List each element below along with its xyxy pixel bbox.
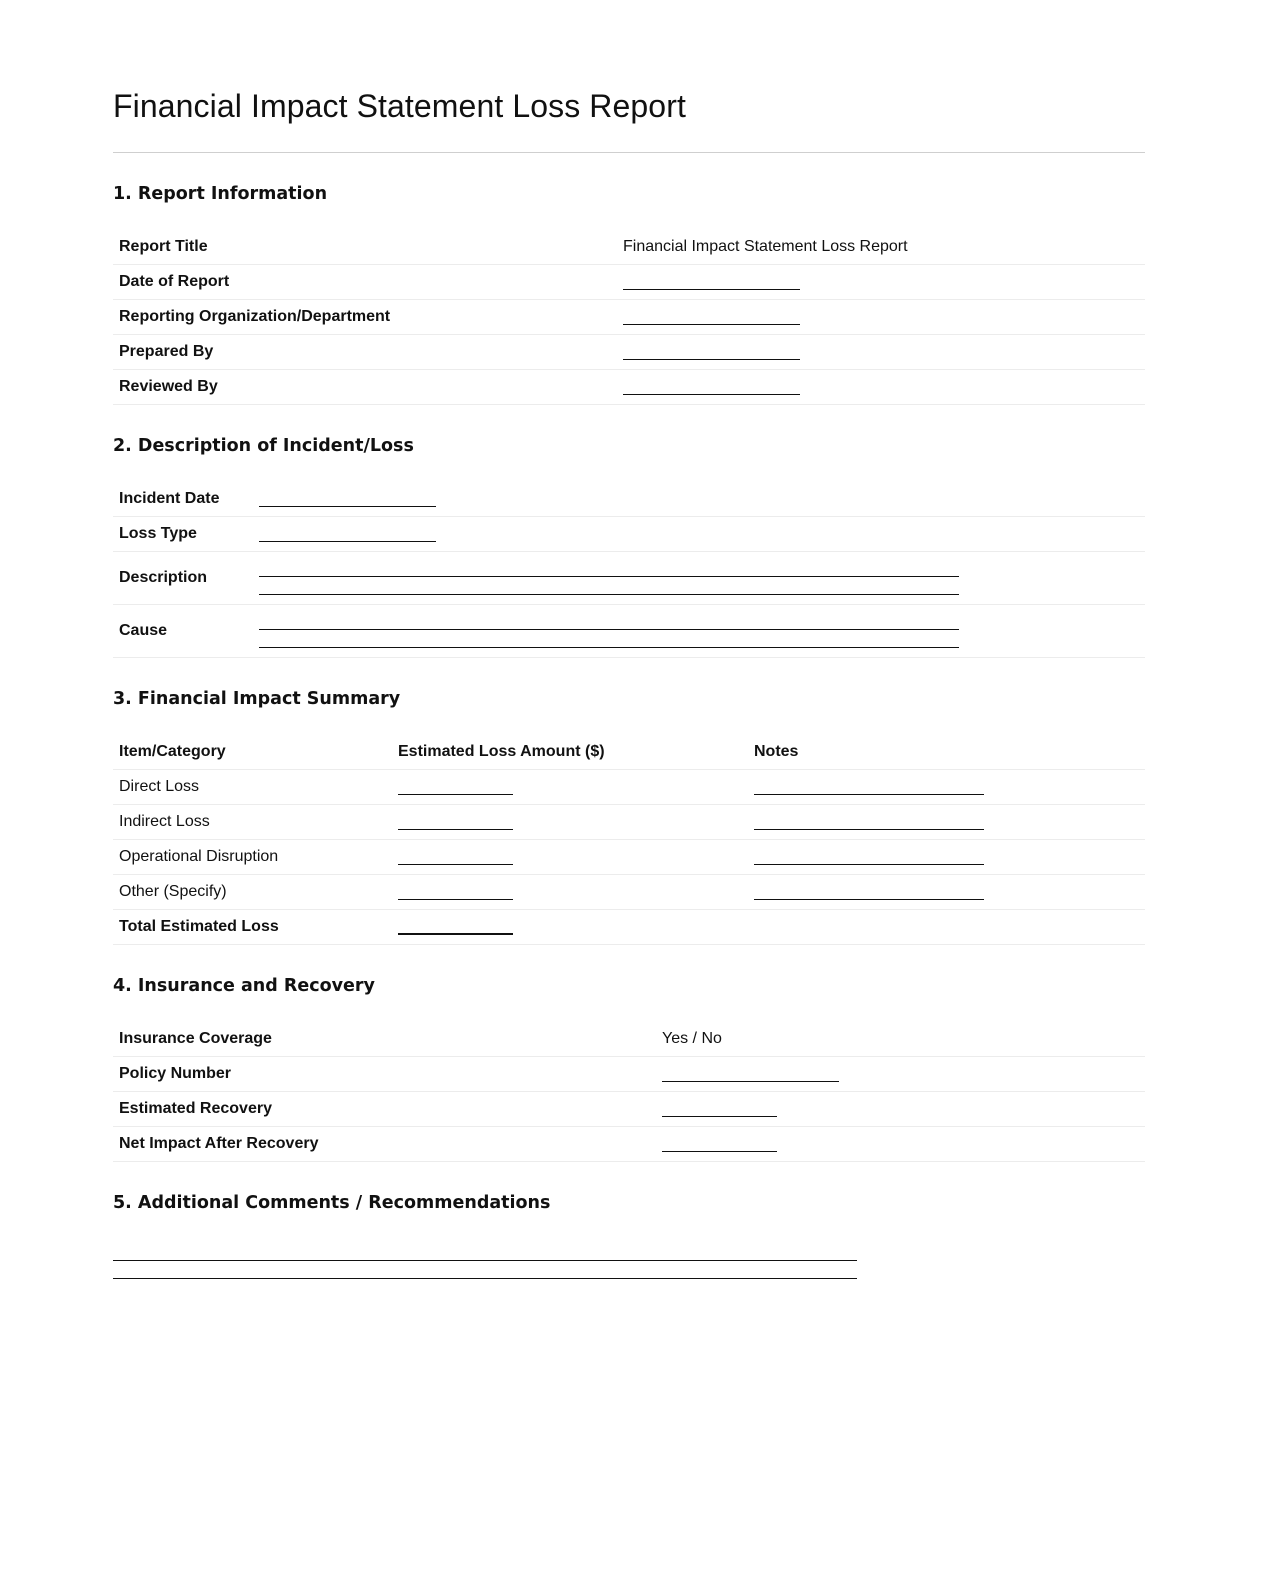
section-heading-report-information: 1. Report Information bbox=[113, 184, 328, 204]
table-row bbox=[113, 370, 1145, 405]
section-heading-insurance-and-recovery: 4. Insurance and Recovery bbox=[113, 976, 375, 996]
table-row bbox=[113, 605, 1145, 658]
direct-loss-notes-field[interactable] bbox=[754, 794, 984, 795]
other-amount-field[interactable] bbox=[398, 899, 513, 900]
estimated-recovery-field[interactable] bbox=[662, 1116, 777, 1117]
indirect-loss-notes-field[interactable] bbox=[754, 829, 984, 830]
cause-line-2[interactable] bbox=[259, 647, 959, 648]
date-of-report-label: Date of Report bbox=[119, 273, 230, 290]
comments-line-1[interactable] bbox=[113, 1260, 857, 1261]
table-row bbox=[113, 1022, 1145, 1057]
table-row bbox=[113, 335, 1145, 370]
table-row bbox=[113, 482, 1145, 517]
reporting-organization-label: Reporting Organization/Department bbox=[119, 308, 391, 325]
total-estimated-loss-field[interactable] bbox=[398, 933, 513, 935]
table-row bbox=[113, 805, 1145, 840]
description-line-1[interactable] bbox=[259, 576, 959, 577]
loss-type-field[interactable] bbox=[259, 541, 436, 542]
section-heading-financial-impact-summary: 3. Financial Impact Summary bbox=[113, 689, 401, 709]
operational-disruption-amount-field[interactable] bbox=[398, 864, 513, 865]
page-title: Financial Impact Statement Loss Report bbox=[113, 88, 686, 124]
column-header-notes: Notes bbox=[754, 743, 799, 760]
incident-description-table bbox=[113, 482, 1145, 658]
table-row bbox=[113, 517, 1145, 552]
prepared-by-label: Prepared By bbox=[119, 343, 214, 360]
incident-date-label: Incident Date bbox=[119, 490, 220, 507]
table-row bbox=[113, 230, 1145, 265]
table-row bbox=[113, 910, 1145, 945]
report-title-value: Financial Impact Statement Loss Report bbox=[623, 238, 908, 255]
insurance-coverage-label: Insurance Coverage bbox=[119, 1030, 272, 1047]
table-row bbox=[113, 552, 1145, 605]
reviewed-by-field[interactable] bbox=[623, 394, 800, 395]
item-direct-loss: Direct Loss bbox=[119, 778, 200, 795]
operational-disruption-notes-field[interactable] bbox=[754, 864, 984, 865]
comments-line-2[interactable] bbox=[113, 1278, 857, 1279]
section-heading-additional-comments: 5. Additional Comments / Recommendations bbox=[113, 1193, 551, 1213]
description-label: Description bbox=[119, 569, 208, 586]
report-information-table bbox=[113, 230, 1145, 405]
reporting-organization-field[interactable] bbox=[623, 324, 800, 325]
report-title-label: Report Title bbox=[119, 238, 208, 255]
item-total-estimated-loss: Total Estimated Loss bbox=[119, 918, 279, 935]
cause-line-1[interactable] bbox=[259, 629, 959, 630]
reviewed-by-label: Reviewed By bbox=[119, 378, 218, 395]
date-of-report-field[interactable] bbox=[623, 289, 800, 290]
policy-number-label: Policy Number bbox=[119, 1065, 232, 1082]
table-row bbox=[113, 840, 1145, 875]
direct-loss-amount-field[interactable] bbox=[398, 794, 513, 795]
table-row bbox=[113, 265, 1145, 300]
indirect-loss-amount-field[interactable] bbox=[398, 829, 513, 830]
title-divider bbox=[113, 152, 1145, 153]
table-row bbox=[113, 875, 1145, 910]
estimated-recovery-label: Estimated Recovery bbox=[119, 1100, 272, 1117]
other-notes-field[interactable] bbox=[754, 899, 984, 900]
item-other-specify: Other (Specify) bbox=[119, 883, 227, 900]
description-line-2[interactable] bbox=[259, 594, 959, 595]
cause-label: Cause bbox=[119, 622, 168, 639]
table-row bbox=[113, 1092, 1145, 1127]
financial-impact-table bbox=[113, 735, 1145, 945]
loss-type-label: Loss Type bbox=[119, 525, 197, 542]
section-heading-description-of-incident: 2. Description of Incident/Loss bbox=[113, 436, 414, 456]
insurance-recovery-table bbox=[113, 1022, 1145, 1162]
item-indirect-loss: Indirect Loss bbox=[119, 813, 210, 830]
incident-date-field[interactable] bbox=[259, 506, 436, 507]
item-operational-disruption: Operational Disruption bbox=[119, 848, 279, 865]
insurance-coverage-value[interactable]: Yes / No bbox=[662, 1030, 722, 1047]
net-impact-label: Net Impact After Recovery bbox=[119, 1135, 319, 1152]
table-header-row bbox=[113, 735, 1145, 770]
table-row bbox=[113, 1127, 1145, 1162]
net-impact-field[interactable] bbox=[662, 1151, 777, 1152]
table-row bbox=[113, 1057, 1145, 1092]
policy-number-field[interactable] bbox=[662, 1081, 839, 1082]
table-row bbox=[113, 300, 1145, 335]
column-header-estimated-loss: Estimated Loss Amount ($) bbox=[398, 743, 605, 760]
prepared-by-field[interactable] bbox=[623, 359, 800, 360]
table-row bbox=[113, 770, 1145, 805]
column-header-item-category: Item/Category bbox=[119, 743, 226, 760]
